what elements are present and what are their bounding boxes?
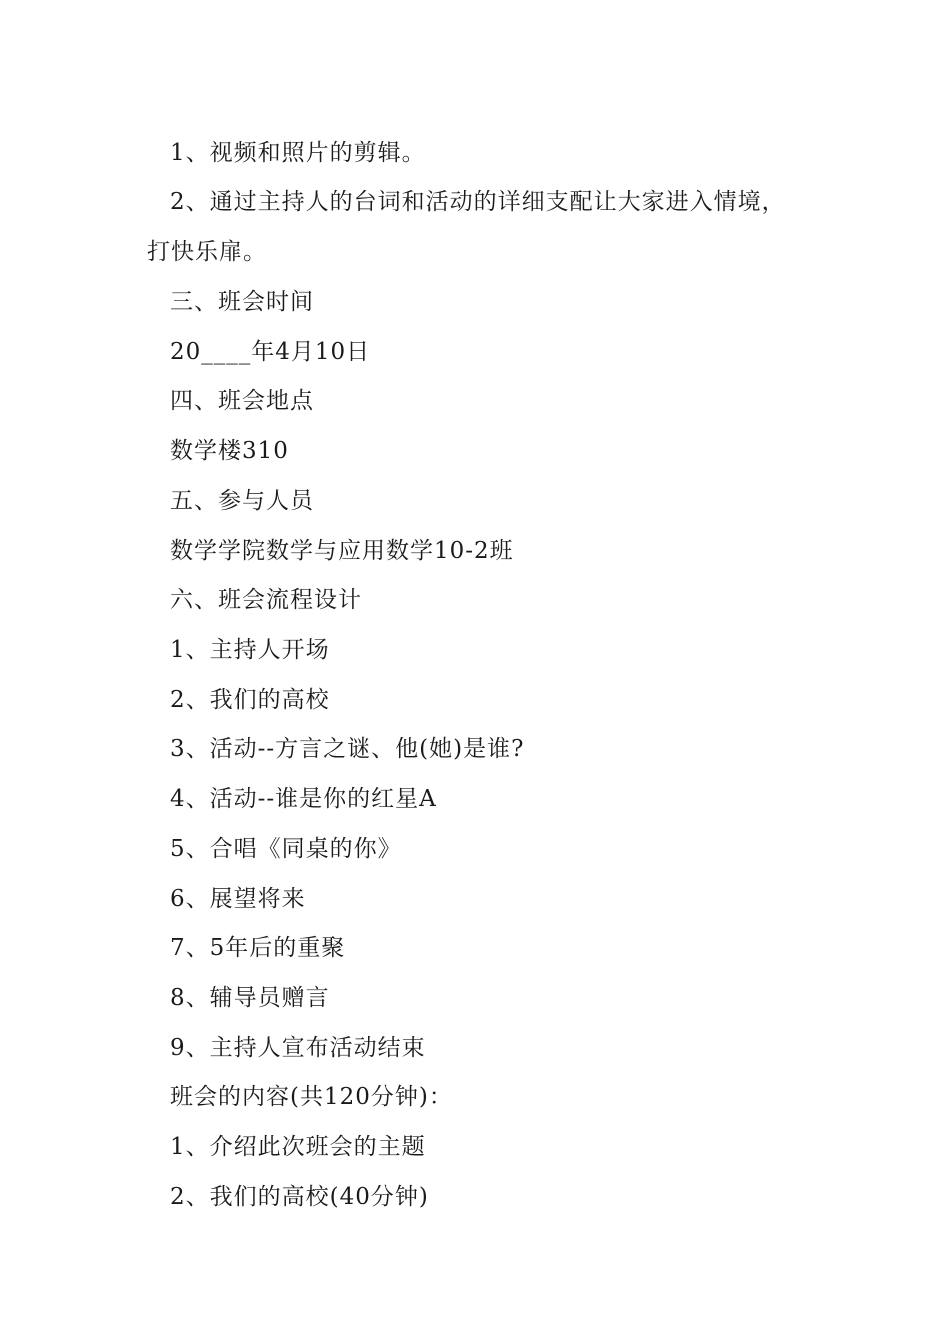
list-item-process-7: 7、5年后的重聚 [170, 935, 346, 961]
text-line-content-heading: 班会的内容(共120分钟)： [170, 1084, 453, 1110]
list-item-process-5: 5、合唱《同桌的你》 [170, 836, 402, 862]
list-item-process-6: 6、展望将来 [170, 886, 306, 912]
list-item-process-2: 2、我们的高校 [170, 687, 330, 713]
text-line-host-lines: 2、通过主持人的台词和活动的详细支配让大家进入情境， [170, 189, 786, 215]
text-line-continuation: 打快乐扉。 [147, 239, 267, 265]
list-item-process-3: 3、活动--方言之谜、他(她)是谁? [170, 736, 525, 762]
section-heading-location: 四、班会地点 [170, 388, 314, 414]
text-line-video-editing: 1、视频和照片的剪辑。 [170, 140, 426, 166]
list-item-content-1: 1、介绍此次班会的主题 [170, 1134, 426, 1160]
section-heading-participants: 五、参与人员 [170, 488, 314, 514]
list-item-process-4: 4、活动--谁是你的红星A [170, 786, 437, 812]
section-heading-time: 三、班会时间 [170, 289, 314, 315]
list-item-content-2: 2、我们的高校(40分钟) [170, 1184, 429, 1210]
list-item-process-1: 1、主持人开场 [170, 637, 330, 663]
text-line-date: 20____年4月10日 [170, 339, 371, 365]
text-line-location: 数学楼310 [170, 438, 289, 464]
section-heading-process: 六、班会流程设计 [170, 587, 362, 613]
text-line-participants: 数学学院数学与应用数学10-2班 [170, 538, 514, 564]
list-item-process-8: 8、辅导员赠言 [170, 985, 330, 1011]
list-item-process-9: 9、主持人宣布活动结束 [170, 1035, 426, 1061]
